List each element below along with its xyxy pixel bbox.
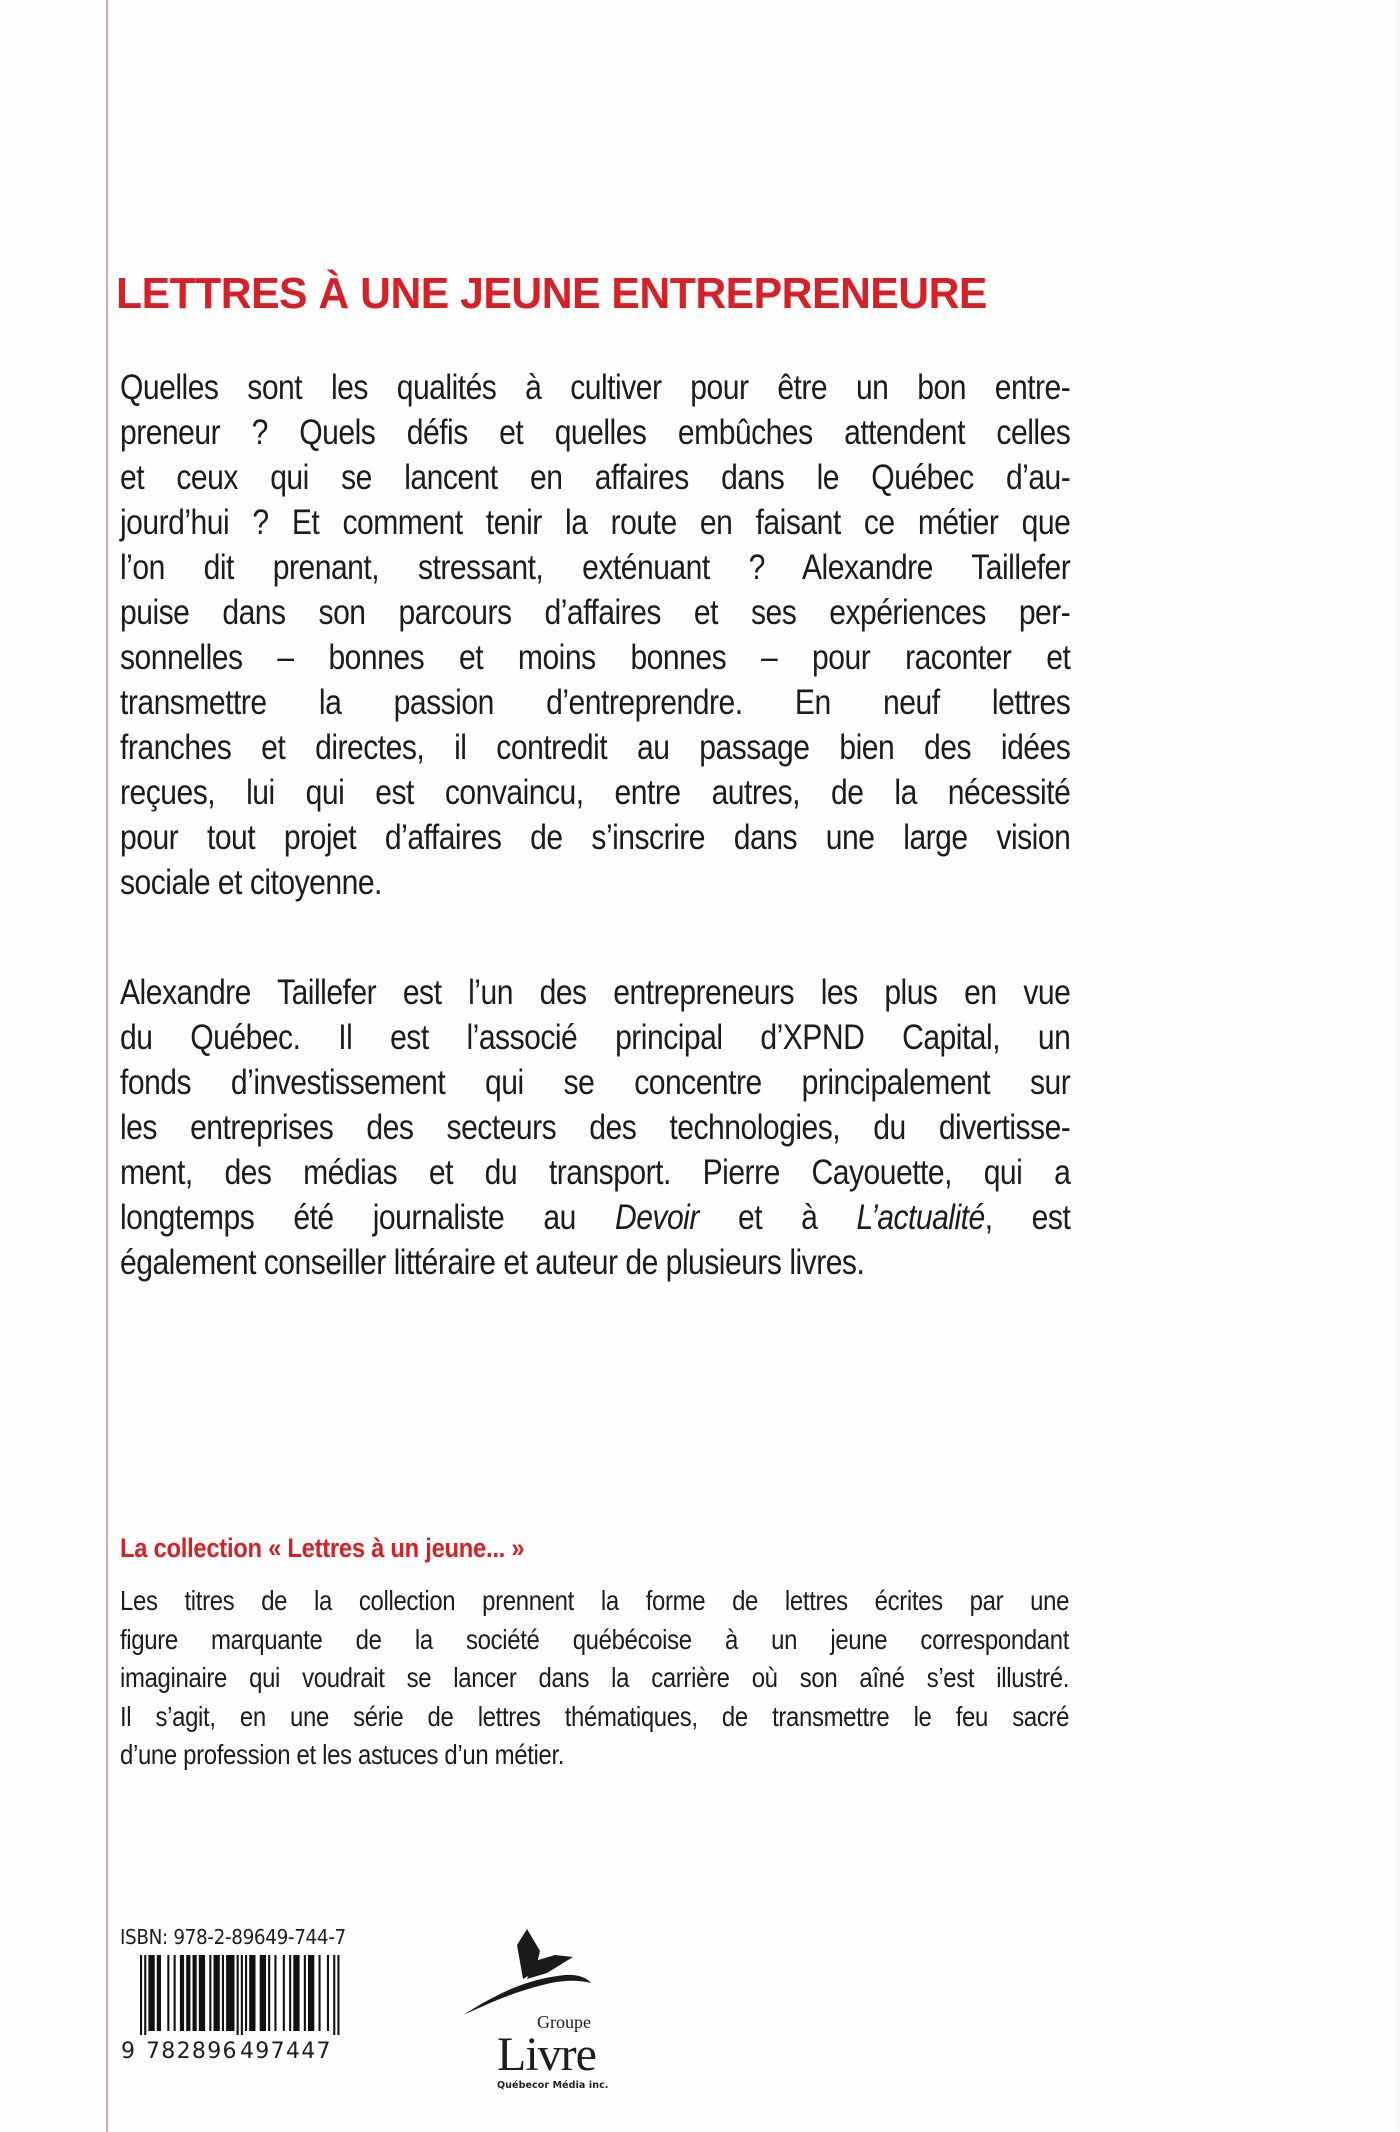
barcode-lead-digit: 9 bbox=[121, 2039, 135, 2064]
barcode-bar bbox=[268, 1955, 270, 2031]
summary-paragraph bbox=[120, 365, 1070, 905]
barcode-bar bbox=[209, 1955, 211, 2031]
barcode-guard-bar bbox=[333, 1955, 335, 2035]
barcode-bar bbox=[199, 1955, 205, 2031]
summary-line: transmettre la passion d’entreprendre. En neuf lettres bbox=[120, 683, 1071, 722]
barcode-bar bbox=[308, 1955, 314, 2031]
barcode-bar bbox=[186, 1955, 190, 2031]
barcode-bar bbox=[327, 1955, 329, 2031]
collection-heading: La collection « Lettres à un jeune... » bbox=[120, 1533, 525, 1563]
summary-line: reçues, lui qui est convaincu, entre autres, de la nécessité bbox=[120, 773, 1071, 812]
barcode-bar bbox=[193, 1955, 197, 2031]
authors-line: ment, des médias et du transport. Pierre Cayouette, qui a bbox=[120, 1153, 1071, 1192]
summary-line: et ceux qui se lancent en affaires dans le Québec d’au- bbox=[120, 458, 1071, 497]
barcode-guard-bar bbox=[144, 1955, 146, 2035]
barcode-bar bbox=[226, 1955, 234, 2031]
barcode-bar bbox=[289, 1955, 291, 2031]
collection-line: d’une profession et les astuces d’un métier. bbox=[120, 1739, 565, 1770]
barcode-bar bbox=[167, 1955, 169, 2031]
barcode-guard-bar bbox=[241, 1955, 243, 2035]
isbn-label: ISBN: 978-2-89649-744-7 bbox=[120, 1925, 346, 1949]
authors-line: Alexandre Taillefer est l’un des entrepreneurs les plus en vue bbox=[120, 973, 1071, 1012]
summary-line: puise dans son parcours d’affaires et ses expériences per- bbox=[120, 593, 1071, 632]
cover-right-edge bbox=[1392, 0, 1400, 2132]
summary-line: jourd’hui ? Et comment tenir la route en faisant ce métier que bbox=[120, 503, 1071, 542]
barcode-bar bbox=[174, 1955, 176, 2031]
isbn-barcode bbox=[118, 1952, 348, 2064]
cover-edge-line bbox=[106, 0, 108, 2132]
summary-line: pour tout projet d’affaires de s’inscrire dans une large vision bbox=[120, 818, 1071, 857]
barcode-guard-bar bbox=[237, 1955, 239, 2035]
summary-line: Quelles sont les qualités à cultiver pour être un bon entre- bbox=[120, 368, 1071, 407]
collection-line: figure marquante de la société québécoise à un jeune correspondant bbox=[120, 1623, 1070, 1655]
barcode-bar bbox=[157, 1955, 161, 2031]
collection-paragraph bbox=[120, 1582, 1070, 1775]
publisher-livre: Livre bbox=[497, 2028, 596, 2081]
summary-line: franches et directes, il contredit au passage bien des idées bbox=[120, 728, 1071, 767]
barcode-bar bbox=[293, 1955, 299, 2031]
barcode-bar bbox=[245, 1955, 247, 2031]
collection-line: imaginaire qui voudrait se lancer dans la carrière où son aîné s’est illustré. bbox=[120, 1662, 1070, 1693]
barcode-graphic bbox=[118, 1952, 348, 2064]
barcode-bars bbox=[140, 1955, 340, 2035]
publisher-quebecor: Québecor Média inc. bbox=[497, 2080, 609, 2091]
authors-line: également conseiller littéraire et auteur de plusieurs livres. bbox=[120, 1243, 865, 1282]
barcode-bar bbox=[148, 1955, 154, 2031]
summary-line: sonnelles – bonnes et moins bonnes – pour raconter et bbox=[120, 638, 1071, 677]
barcode-bar bbox=[283, 1955, 285, 2031]
barcode-guard-bar bbox=[140, 1955, 142, 2035]
summary-line: l’on dit prenant, stressant, exténuant ? Alexandre Taillefer bbox=[120, 548, 1071, 587]
leaf-bird-icon bbox=[455, 1915, 645, 2015]
publisher-logo bbox=[455, 1915, 645, 2115]
barcode-bar bbox=[222, 1955, 224, 2031]
barcode-right-digits: 497447 bbox=[240, 2039, 332, 2064]
collection-line: Les titres de la collection prennent la forme de lettres écrites par une bbox=[120, 1585, 1070, 1616]
barcode-guard-bar bbox=[337, 1955, 339, 2035]
authors-line: les entreprises des secteurs des technologies, du divertisse- bbox=[120, 1108, 1071, 1147]
authors-text: , est bbox=[984, 1198, 1071, 1237]
barcode-bar bbox=[319, 1955, 321, 2031]
barcode-bar bbox=[180, 1955, 184, 2031]
publisher-groupe: Groupe bbox=[537, 2012, 591, 2032]
collection-line: Il s’agit, en une série de lettres thématiques, de transmettre le feu sacré bbox=[120, 1700, 1070, 1732]
barcode-bar bbox=[249, 1955, 255, 2031]
authors-line: fonds d’investissement qui se concentre principalement sur bbox=[120, 1063, 1071, 1102]
barcode-left-digits: 782896 bbox=[146, 2039, 238, 2064]
book-title: LETTRES À UNE JEUNE ENTREPRENEURE bbox=[116, 269, 987, 318]
summary-line: preneur ? Quels défis et quelles embûches attendent celles bbox=[120, 413, 1071, 452]
authors-text: longtemps été journaliste au bbox=[120, 1198, 615, 1237]
barcode-bar bbox=[214, 1955, 220, 2031]
summary-line: sociale et citoyenne. bbox=[120, 863, 382, 902]
publication-lactualite: L’actualité bbox=[856, 1198, 985, 1237]
barcode-bar bbox=[274, 1955, 276, 2031]
authors-text: et à bbox=[698, 1198, 857, 1237]
authors-line: du Québec. Il est l’associé principal d’XPND Capital, un bbox=[120, 1018, 1071, 1057]
barcode-bar bbox=[304, 1955, 306, 2031]
publication-devoir: Devoir bbox=[614, 1198, 699, 1237]
barcode-bar bbox=[260, 1955, 266, 2031]
authors-line bbox=[120, 1195, 1070, 1240]
authors-paragraph bbox=[120, 970, 1070, 1285]
